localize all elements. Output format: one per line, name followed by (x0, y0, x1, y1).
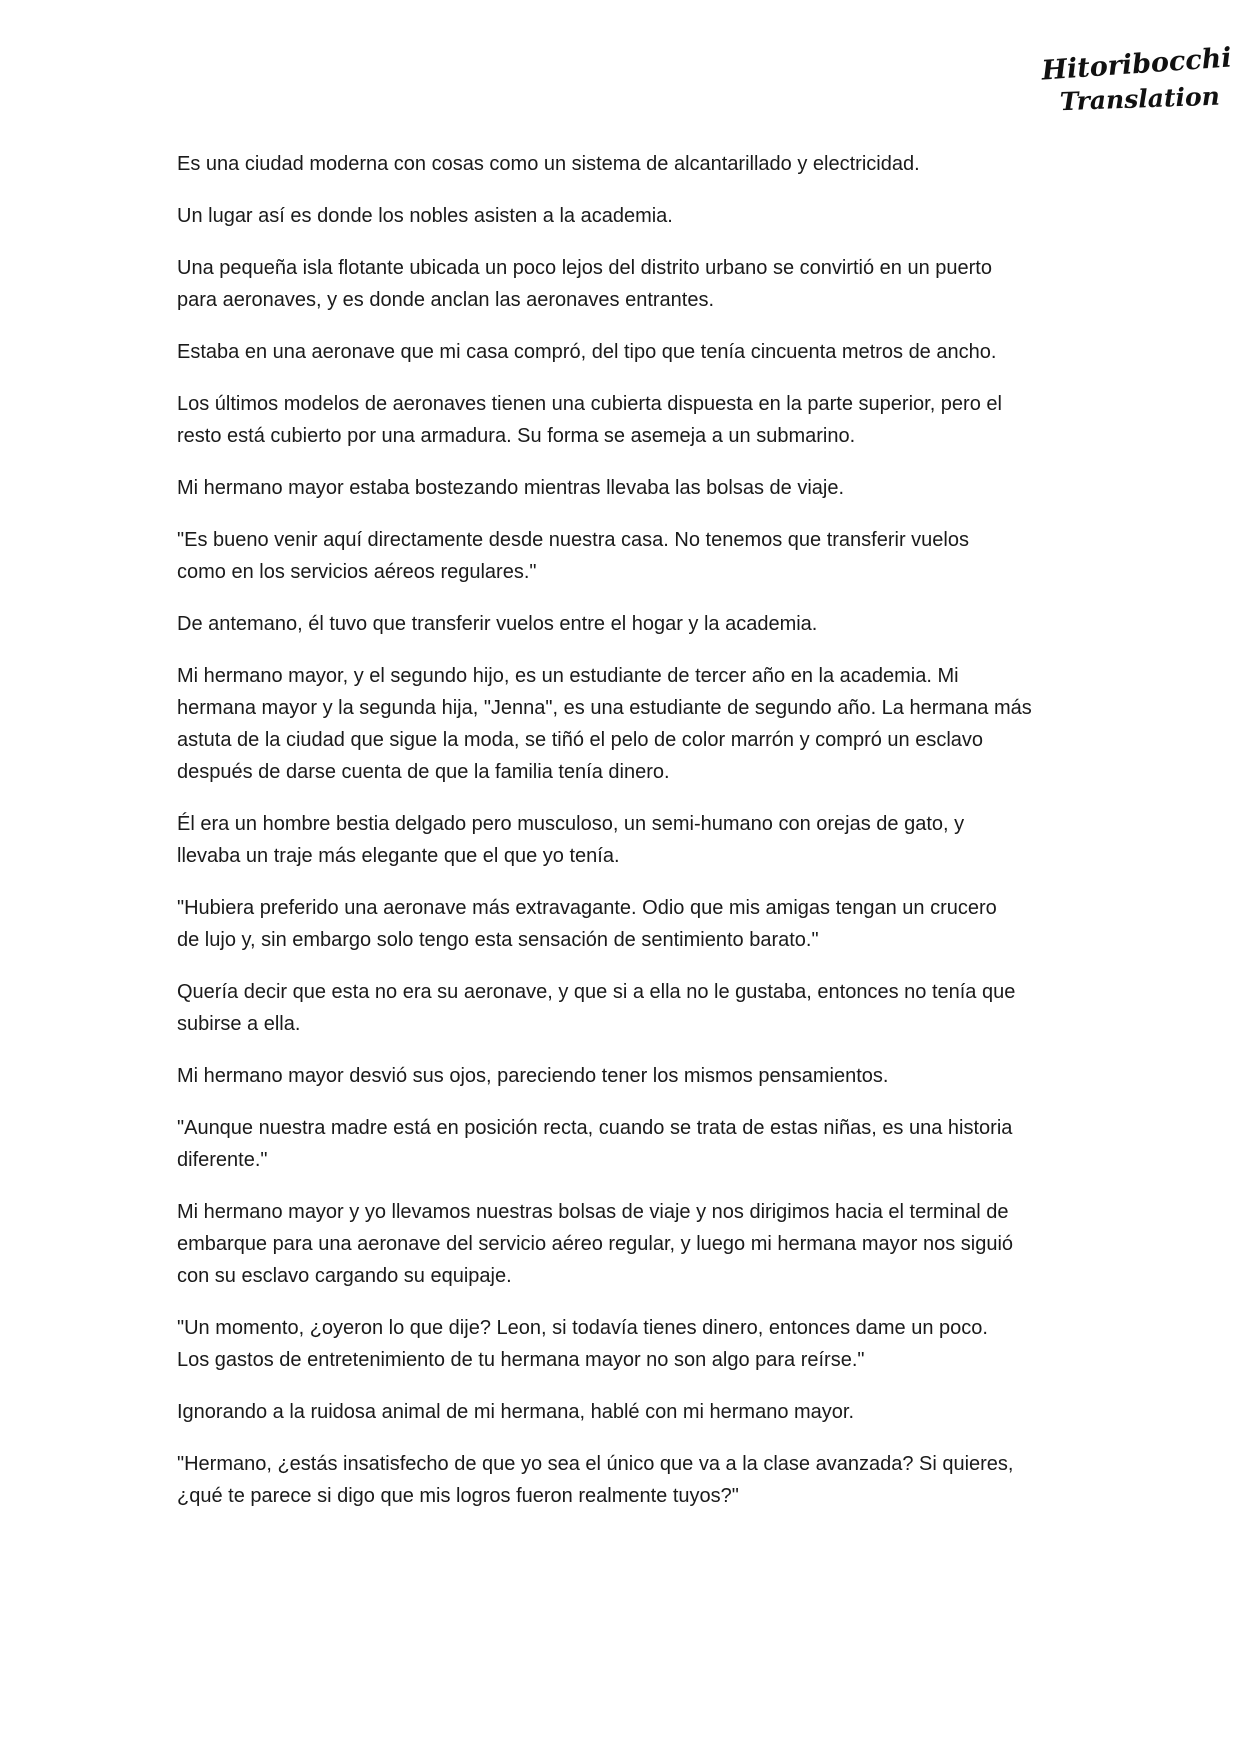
paragraph: "Aunque nuestra madre está en posición recta, cuando se trata de estas niñas, es una historia diferente." (177, 1117, 1013, 1171)
logo-mark (1038, 42, 1233, 120)
paragraph: "Es bueno venir aquí directamente desde nuestra casa. No tenemos que transferir vuelos como en los servicios aéreos regulares." (177, 529, 969, 583)
paragraph: Ignorando a la ruidosa animal de mi hermana, hablé con mi hermano mayor. (177, 1401, 855, 1423)
paragraph: Estaba en una aeronave que mi casa compró, del tipo que tenía cincuenta metros de ancho. (177, 341, 997, 363)
paragraph: Mi hermano mayor estaba bostezando mientras llevaba las bolsas de viaje. (177, 477, 845, 499)
paragraph: Una pequeña isla flotante ubicada un poco lejos del distrito urbano se convirtió en un puerto para aeronaves, y es donde anclan las aeronaves entrantes. (177, 257, 992, 311)
translation-group-logo (1038, 42, 1233, 120)
paragraph: "Hubiera preferido una aeronave más extravagante. Odio que mis amigas tengan un crucero de lujo y, sin embargo solo tengo esta sensación de sentimiento barato." (177, 897, 997, 951)
document-body (177, 148, 1077, 1532)
paragraph: Mi hermano mayor y yo llevamos nuestras bolsas de viaje y nos dirigimos hacia el terminal de embarque para una aeronave del servicio aéreo regular, y luego mi hermana mayor nos siguió con su esclavo cargando su equipaje. (177, 1201, 1014, 1287)
paragraph: "Hermano, ¿estás insatisfecho de que yo sea el único que va a la clase avanzada? Si quieres, ¿qué te parece si digo que mis logros fueron realmente tuyos?" (177, 1453, 1014, 1507)
paragraph: De antemano, él tuvo que transferir vuelos entre el hogar y la academia. (177, 613, 818, 635)
paragraph: "Un momento, ¿oyeron lo que dije? Leon, si todavía tienes dinero, entonces dame un poco. Los gastos de entretenimiento de tu hermana mayor no son algo para reírse." (177, 1317, 988, 1371)
paragraph: Es una ciudad moderna con cosas como un sistema de alcantarillado y electricidad. (177, 153, 920, 175)
paragraph: Los últimos modelos de aeronaves tienen una cubierta dispuesta en la parte superior, pero el resto está cubierto por una armadura. Su forma se asemeja a un submarino. (177, 393, 1002, 447)
paragraph: Él era un hombre bestia delgado pero musculoso, un semi-humano con orejas de gato, y llevaba un traje más elegante que el que yo tenía. (177, 813, 965, 867)
paragraph: Mi hermano mayor, y el segundo hijo, es un estudiante de tercer año en la academia. Mi hermana mayor y la segunda hija, "Jenna", es una estudiante de segundo año. La hermana más astuta de la ciudad que sigue la moda, se tiñó el pelo de color marrón y compró un esclavo después de darse cuenta de que la familia tenía dinero. (177, 665, 1032, 783)
paragraph: Mi hermano mayor desvió sus ojos, pareciendo tener los mismos pensamientos. (177, 1065, 889, 1087)
paragraph: Un lugar así es donde los nobles asisten a la academia. (177, 205, 673, 227)
logo-line-1: Hitoribocchi (1040, 42, 1233, 87)
logo-line-2: Translation (1059, 81, 1221, 117)
paragraph: Quería decir que esta no era su aeronave, y que si a ella no le gustaba, entonces no tenía que subirse a ella. (177, 981, 1016, 1035)
